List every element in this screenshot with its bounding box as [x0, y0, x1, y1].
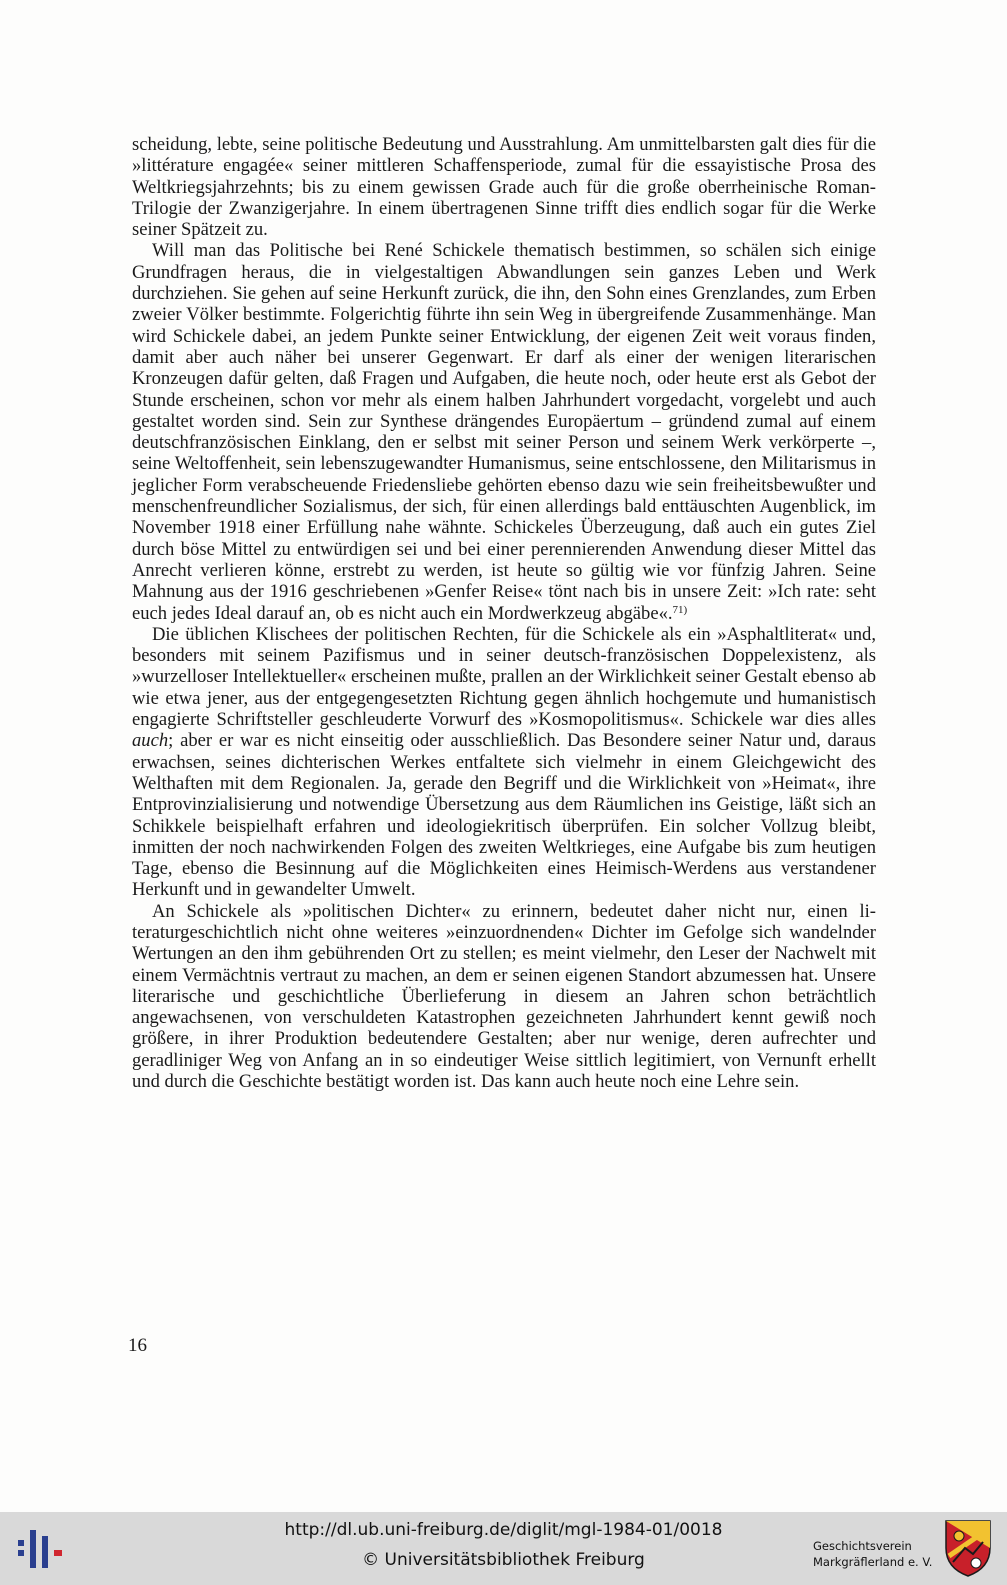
paragraph-3-text-after: ; aber er war es nicht einseitig oder ausschließlich. Das Besondere seiner Natur und, daraus erwachsen, seines dichterischen Werkes entfaltete sich vielmehr in einem Gleichgewicht des Welthaften mit dem Regionalen. Ja, gerade den Begriff und die Wirklichkeit von »Heimat«, ihre Entprovinzialisierung und notwendige Übersetzung aus dem Räumlichen ins Geistige, läßt sich an Schikkele beispielhaft erfahren und ideologiekritisch überprüfen. Ein solcher Vollzug bleibt, inmitten der noch nachwirkenden Folgen des zweiten Weltkrieges, eine Aufgabe bis zum heutigen Tage, ebenso die Besinnung auf die Möglichkeiten eines Heimisch-Werdens aus verstandener Herkunft und in gewandelter Umwelt.	[132, 730, 876, 901]
footer-url[interactable]: http://dl.ub.uni-freiburg.de/diglit/mgl-1984-01/0018	[284, 1520, 723, 1540]
footnote-marker: 71)	[672, 603, 688, 616]
paragraph-2-text: Will man das Politische bei René Schickele thematisch bestimmen, so schälen sich einige Grundfragen heraus, die in vielgestaltigen Abwandlungen sein ganzes Leben und Werk durchziehen. Sie gehen auf seine Herkunft zurück, die ihn, den Sohn eines Grenzlandes, zum Erben zweier Völker bestimmte. Folgerichtig führte ihn sein Weg in übergreifende Zusammenhänge. Man wird Schickele dabei, an jedem Punkte seiner Entwicklung, der eigenen Zeit weit voraus finden, damit aber auch näher bei unserer Gegenwart. Er darf als einer der wenigen literarischen Kronzeugen dafür gelten, daß Fragen und Aufgaben, die heute noch, oder heute erst als Gebot der Stunde erscheinen, schon vor mehr als einem halben Jahrhundert vorgedacht, vorgelebt und auch gestaltet worden sind. Sein zur Synthese drängendes Europäertum – gründend zumal auf einem deutschfranzösischen Einklang, den er selbst mit seiner Person und seinem Werk verkörperte –, seine Weltoffenheit, sein lebenszugewandter Humanismus, seine entschlossene, den Militarismus in jeglicher Form verabscheuende Friedensliebe gehörten ebenso dazu wie sein freiheitsbewußter und menschenfreundlicher Sozialismus, der sich, für einen allerdings bald enttäuschten Augenblick, im November 1918 einer Erfüllung nahe wähnte. Schickeles Überzeugung, daß auch ein gutes Ziel durch böse Mittel zu entwürdigen sei und bei einer perennierenden Anwendung dieser Mittel das Anrecht verlieren könne, erstrebt zu werden, ist heute so gültig wie vor fünfzig Jahren. Seine Mahnung aus der 1916 geschriebenen »Genfer Reise« tönt nach bis in unsere Zeit: »Ich rate: seht euch jedes Ideal darauf an, ob es nicht auch ein Mordwerkzeug abgäbe«.	[132, 240, 876, 624]
footer-band	[0, 1512, 1007, 1585]
paragraph-4: An Schickele als »politischen Dichter« zu erinnern, bedeutet daher nicht nur, einen literaturgeschichtlich nicht ohne weiteres »einzuordnenden« Dichter im Gefolge sich wandelnder Wertungen an den ihm gebührenden Ort zu stellen; es meint vielmehr, den Leser der Nachwelt mit einem Vermächtnis vertraut zu machen, an dem er seinen eigenen Standort abzumessen hat. Unsere literarische und geschichtliche Überlieferung in diesem an Jahren schon beträchtlich angewachsenen, von verschuldeten Katastrophen gezeichneten Jahrhundert kennt gewiß noch größere, in ihrer Produktion bedeutendere Gestalten; aber nur wenige, deren aufrechter und geradliniger Weg von Anfang an in so eindeutiger Weise sittlich legitimiert, von Vernunft erhellt und durch die Geschichte bestätigt worden ist. Das kann auch heute noch eine Lehre sein.	[132, 900, 876, 1093]
paragraph-3	[132, 624, 876, 901]
paragraph-3-text-before: Die üblichen Klischees der politischen Rechten, für die Schickele als ein »Asphaltliterat« und, besonders mit seinem Pazifismus und in seiner deutsch-französischen Doppelexistenz, als »wurzelloser Intellektueller« erscheinen mußte, prallen an der Wirklichkeit seiner Gestalt ebenso ab wie etwa jener, aus der entgegengesetzten Richtung gegen ähnlich hochgemute und humanistisch engagierte Schriftsteller geschleuderte Vorwurf des »Kosmopolitismus«. Schickele war dies alles	[132, 623, 876, 731]
footer-copyright: © Universitätsbibliothek Freiburg	[362, 1550, 645, 1570]
paragraph-1: scheidung, lebte, seine politische Bedeutung und Ausstrahlung. Am unmittelbarsten galt dies für die »littérature engagée« seiner mittleren Schaffensperiode, zumal für die essayistische Prosa des Weltkriegsjahrzehnts; bis zu einem gewissen Grade auch für die große oberrheinische Roman-Trilogie der Zwanzigerjahre. In einem übertragenen Sinne trifft dies endlich sogar für die Werke seiner Spätzeit zu.	[132, 134, 876, 241]
page-number: 16	[128, 1335, 147, 1356]
body-text	[132, 134, 876, 1092]
society-name-line1: Geschichtsverein	[813, 1539, 912, 1553]
society-name	[813, 1538, 933, 1570]
society-name-line2: Markgräflerland e. V.	[813, 1555, 933, 1569]
emphasis-word: auch	[132, 730, 169, 752]
paragraph-2	[132, 240, 876, 623]
coat-of-arms-icon	[943, 1518, 993, 1578]
